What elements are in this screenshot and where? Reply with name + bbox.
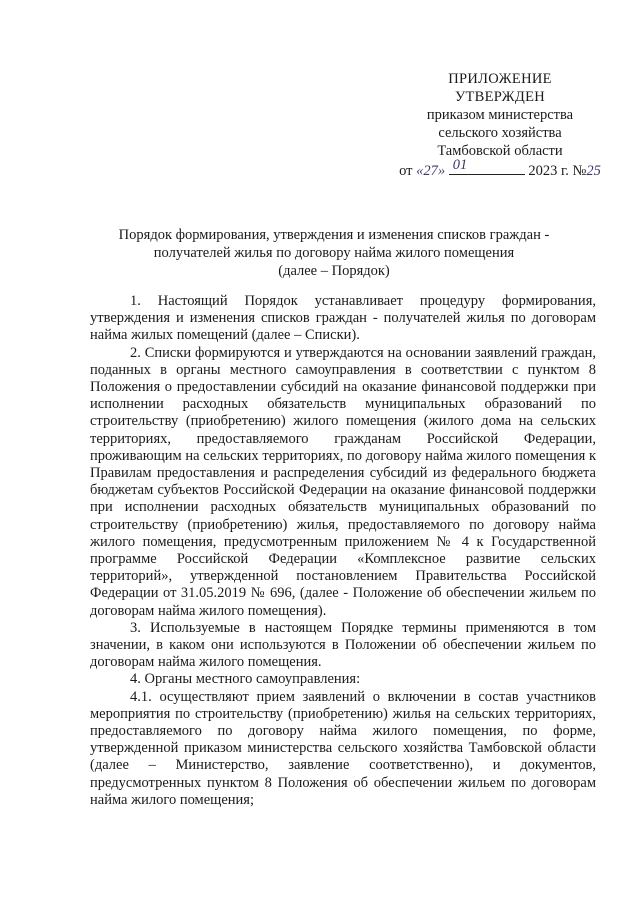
order-prefix: от	[399, 163, 413, 179]
approval-stamp	[380, 70, 620, 180]
title-line-3: (далее – Порядок)	[278, 263, 390, 279]
paragraph-4-1: 4.1. осуществляют прием заявлений о включении в состав участников мероприятия по строительству (приобретению) жилья на сельских территориях, предоставляемого по договору найма жилого помещения, по форме, утвержденной приказом министерства сельского хозяйства Тамбовской области (далее – Министерство, заявление соответственно), и документов, предусмотренных пунктом 8 Положения об обеспечении жильем по договорам найма жилого помещения;	[90, 688, 596, 808]
order-day-handwritten: «27»	[416, 163, 446, 179]
order-number-handwritten: 25	[586, 163, 601, 179]
title-line-1: Порядок формирования, утверждения и изменения списков граждан -	[118, 227, 550, 243]
paragraph-1: 1. Настоящий Порядок устанавливает процедуру формирования, утверждения и изменения списков граждан - получателей жилья по договорам найма жилых помещений (далее – Списки).	[90, 293, 596, 344]
order-month-blank	[449, 157, 489, 175]
appendix-heading: ПРИЛОЖЕНИЕ	[448, 71, 552, 87]
order-month-handwritten: 01	[452, 157, 468, 173]
paragraph-3: 3. Используемые в настоящем Порядке термины применяются в том значении, в каком они используются в Положении об обеспечении жильем по договорам найма жилого помещения.	[90, 619, 596, 671]
document-body	[90, 293, 596, 809]
approval-line-ministry: сельского хозяйства	[438, 125, 562, 141]
order-month-blank-tail	[489, 160, 525, 175]
document-title	[60, 226, 608, 280]
title-line-2: получателей жилья по договору найма жилого помещения	[153, 245, 515, 261]
paragraph-4: 4. Органы местного самоуправления:	[130, 671, 361, 688]
approval-line-order: приказом министерства	[426, 107, 574, 123]
paragraph-2: 2. Списки формируются и утверждаются на основании заявлений граждан, поданных в органы местного самоуправления в соответствии с пунктом 8 Положения о предоставлении субсидий на оказание финансовой поддержки при исполнении расходных обязательств муниципальных образований по строительству (приобретению) жилого помещения (жилого дома на сельских территориях, предоставляемого гражданам Российской Федерации, проживающим на сельских территориях, по договору найма жилого помещения к Правилам предоставления и распределения субсидий из федерального бюджета бюджетам субъектов Российской Федерации на оказание финансовой поддержки при исполнении расходных обязательств муниципальных образований по строительству (приобретению) жилья, предоставляемого по договору найма жилого помещения, предусмотренным приложением № 4 к Государственной программе Российской Федерации «Комплексное развитие сельских территорий», утвержденной постановлением Правительства Российской Федерации от 31.05.2019 № 696, (далее - Положение об обеспечении жильем по договорам найма жилого помещения).	[90, 344, 596, 619]
order-year: 2023 г. №	[528, 163, 587, 179]
approval-line-region: Тамбовской области	[437, 143, 563, 159]
order-date-line	[380, 157, 620, 180]
approved-heading: УТВЕРЖДЕН	[454, 89, 546, 105]
